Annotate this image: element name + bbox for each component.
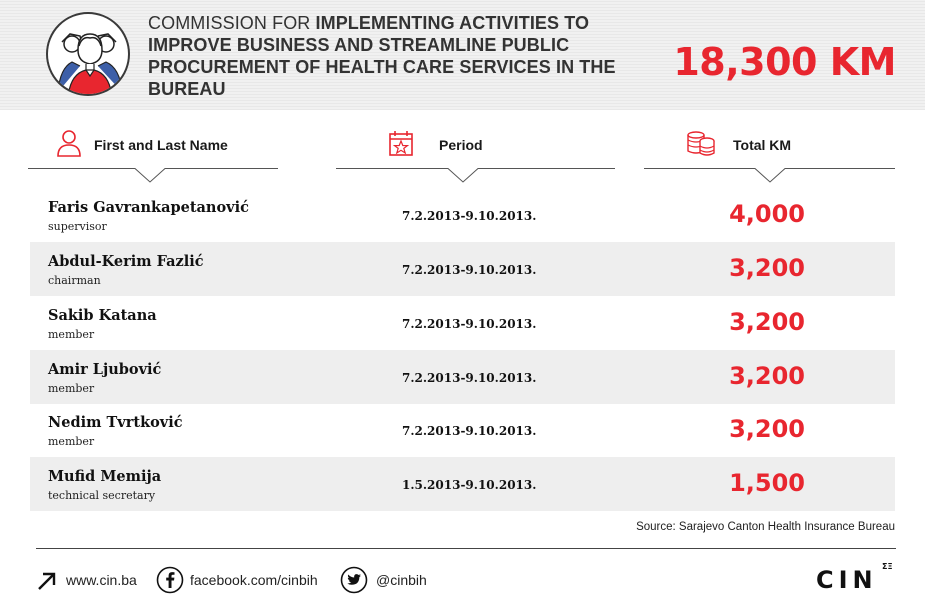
total-amount: 18,300 KM <box>673 40 896 84</box>
member-role: technical secretary <box>48 489 156 502</box>
column-header-total <box>644 125 895 185</box>
column-label-total: Total KM <box>733 137 792 153</box>
cin-logo <box>812 562 902 598</box>
member-role: chairman <box>48 274 101 287</box>
calendar-icon <box>388 129 414 162</box>
member-role: member <box>48 435 95 448</box>
column-header-name <box>28 125 278 185</box>
member-amount: 3,200 <box>729 254 805 282</box>
twitter-link[interactable] <box>340 564 440 596</box>
member-amount: 3,200 <box>729 308 805 336</box>
member-period: 7.2.2013-9.10.2013. <box>402 263 537 277</box>
person-icon <box>56 129 82 162</box>
member-period: 7.2.2013-9.10.2013. <box>402 209 537 223</box>
header-banner <box>0 0 925 110</box>
page-title: COMMISSION FOR IMPLEMENTING ACTIVITIES TO IMPROVE BUSINESS AND STREAMLINE PUBLIC PROCUREMENT OF HEALTH CARE SERVICES IN THE BUREAU <box>148 13 616 99</box>
member-amount: 3,200 <box>729 415 805 443</box>
member-name: Amir Ljubović <box>48 361 162 378</box>
table-row <box>30 350 895 404</box>
column-divider <box>336 168 615 184</box>
member-name: Faris Gavrankapetanović <box>48 199 249 216</box>
footer-divider <box>36 548 896 549</box>
people-group-icon <box>46 12 130 96</box>
member-period: 7.2.2013-9.10.2013. <box>402 371 537 385</box>
logo-superscript: ΣΞ <box>882 562 893 571</box>
coin-stack-icon <box>686 129 716 162</box>
twitter-text: @cinbih <box>376 572 427 588</box>
column-header-period <box>336 125 615 185</box>
column-divider <box>644 168 895 184</box>
member-name: Sakib Katana <box>48 307 157 324</box>
table-row <box>30 403 895 457</box>
column-divider <box>28 168 278 184</box>
member-amount: 4,000 <box>729 200 805 228</box>
column-label-name: First and Last Name <box>94 137 228 153</box>
facebook-icon <box>156 566 184 599</box>
member-amount: 1,500 <box>729 469 805 497</box>
website-text: www.cin.ba <box>66 572 137 588</box>
member-role: supervisor <box>48 220 107 233</box>
facebook-link[interactable] <box>156 564 326 596</box>
member-name: Abdul-Kerim Fazlić <box>48 253 204 270</box>
table-row <box>30 457 895 511</box>
logo-text: CIN <box>816 566 878 594</box>
member-period: 1.5.2013-9.10.2013. <box>402 478 537 492</box>
table-row <box>30 242 895 296</box>
member-name: Mufid Memija <box>48 468 162 485</box>
member-role: member <box>48 328 95 341</box>
member-period: 7.2.2013-9.10.2013. <box>402 317 537 331</box>
member-period: 7.2.2013-9.10.2013. <box>402 424 537 438</box>
member-amount: 3,200 <box>729 362 805 390</box>
source-note: Source: Sarajevo Canton Health Insurance Bureau <box>636 521 895 533</box>
column-label-period: Period <box>439 137 483 153</box>
table-row <box>30 188 895 242</box>
website-link[interactable] <box>36 564 146 596</box>
facebook-text: facebook.com/cinbih <box>190 572 318 588</box>
twitter-icon <box>340 566 368 599</box>
member-name: Nedim Tvrtković <box>48 414 183 431</box>
arrow-up-right-icon <box>36 570 58 597</box>
member-role: member <box>48 382 95 395</box>
table-row <box>30 296 895 350</box>
